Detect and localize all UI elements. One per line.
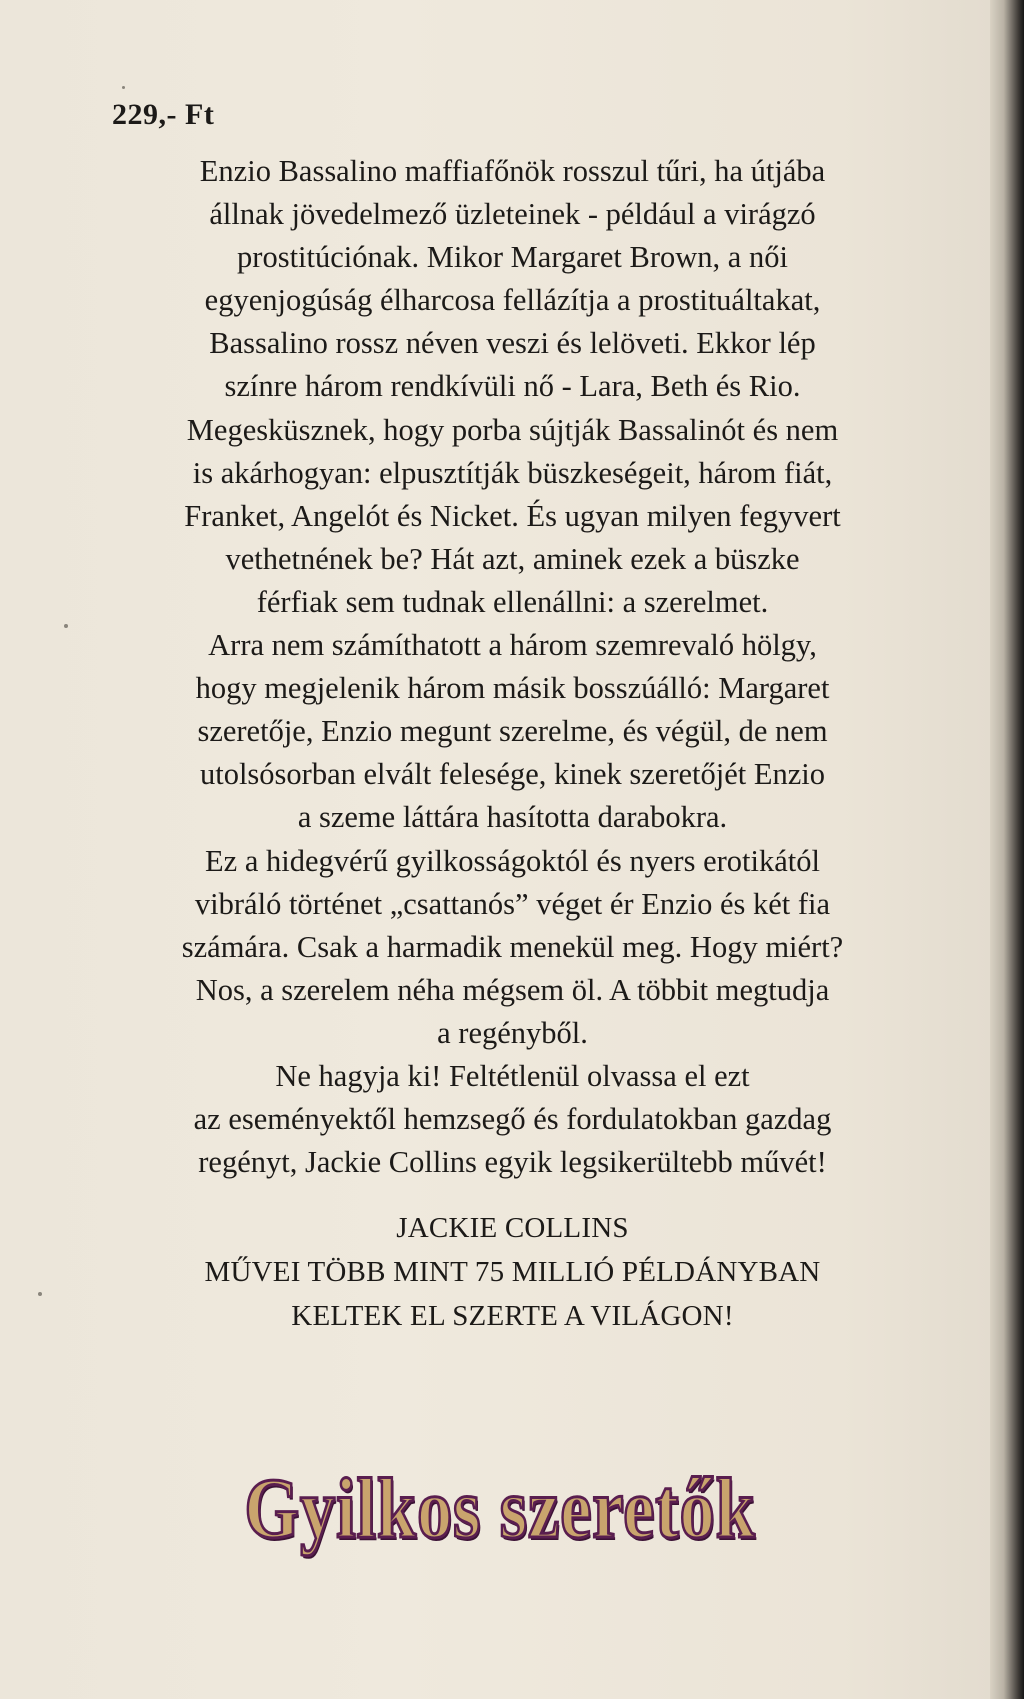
blurb-line: vethetnének be? Hát azt, aminek ezek a büszke bbox=[225, 541, 800, 576]
blurb-line: Ez a hidegvérű gyilkosságoktól és nyers erotikától bbox=[205, 843, 820, 878]
blurb-line: számára. Csak a harmadik menekül meg. Hogy miért? bbox=[181, 929, 844, 964]
blurb-line: regényt, Jackie Collins egyik legsikerültebb művét! bbox=[198, 1145, 827, 1180]
paper-speck bbox=[38, 1292, 42, 1296]
blurb-line: szeretője, Enzio megunt szerelme, és végül, de nem bbox=[197, 714, 828, 749]
blurb-line: hogy megjelenik három másik bosszúálló: Margaret bbox=[195, 671, 830, 706]
page-edge-shadow bbox=[990, 0, 1024, 1699]
blurb-line: is akárhogyan: elpusztítják büszkeségeit, három fiát, bbox=[192, 455, 833, 490]
blurb-line: utolsósorban elvált felesége, kinek szeretőjét Enzio bbox=[199, 757, 826, 792]
tagline-line: JACKIE COLLINS bbox=[396, 1212, 629, 1244]
blurb-line: Franket, Angelót és Nicket. És ugyan milyen fegyvert bbox=[184, 498, 841, 533]
blurb-line: Megesküsznek, hogy porba sújtják Bassalinót és nem bbox=[186, 412, 839, 447]
blurb-line: egyenjogúság élharcosa fellázítja a prostituáltakat, bbox=[204, 283, 821, 318]
blurb-line: a szeme láttára hasította darabokra. bbox=[297, 800, 728, 835]
paper-speck bbox=[64, 624, 68, 628]
blurb-text bbox=[90, 150, 935, 1184]
tagline-line: KELTEK EL SZERTE A VILÁGON! bbox=[291, 1300, 734, 1332]
blurb-line: Ne hagyja ki! Feltétlenül olvassa el ezt bbox=[275, 1058, 750, 1093]
blurb-line: Enzio Bassalino maffiafőnök rosszul tűri, ha útjába bbox=[199, 154, 826, 188]
blurb-line: színre három rendkívüli nő - Lara, Beth és Rio. bbox=[224, 369, 801, 404]
blurb-line: állnak jövedelmező üzleteinek - például a virágzó bbox=[209, 197, 816, 232]
book-title: Gyilkos szeretők bbox=[244, 1460, 756, 1556]
blurb-line: Nos, a szerelem néha mégsem öl. A többit megtudja bbox=[195, 972, 830, 1007]
sales-tagline bbox=[90, 1206, 935, 1338]
blurb-line: Bassalino rossz néven veszi és lelöveti. Ekkor lép bbox=[209, 326, 816, 361]
blurb-line: prostitúciónak. Mikor Margaret Brown, a női bbox=[237, 240, 788, 275]
blurb-line: vibráló történet „csattanós” véget ér Enzio és két fia bbox=[194, 886, 831, 921]
blurb-line: férfiak sem tudnak ellenállni: a szerelmet. bbox=[256, 584, 769, 619]
price-label: 229,- Ft bbox=[112, 98, 215, 131]
blurb-line: a regényből. bbox=[437, 1015, 588, 1050]
blurb-line: az eseményektől hemzsegő és fordulatokban gazdag bbox=[193, 1102, 832, 1137]
tagline-line: MŰVEI TÖBB MINT 75 MILLIÓ PÉLDÁNYBAN bbox=[204, 1256, 821, 1288]
paper-speck bbox=[122, 86, 125, 89]
blurb-line: Arra nem számíthatott a három szemrevaló hölgy, bbox=[208, 628, 817, 663]
